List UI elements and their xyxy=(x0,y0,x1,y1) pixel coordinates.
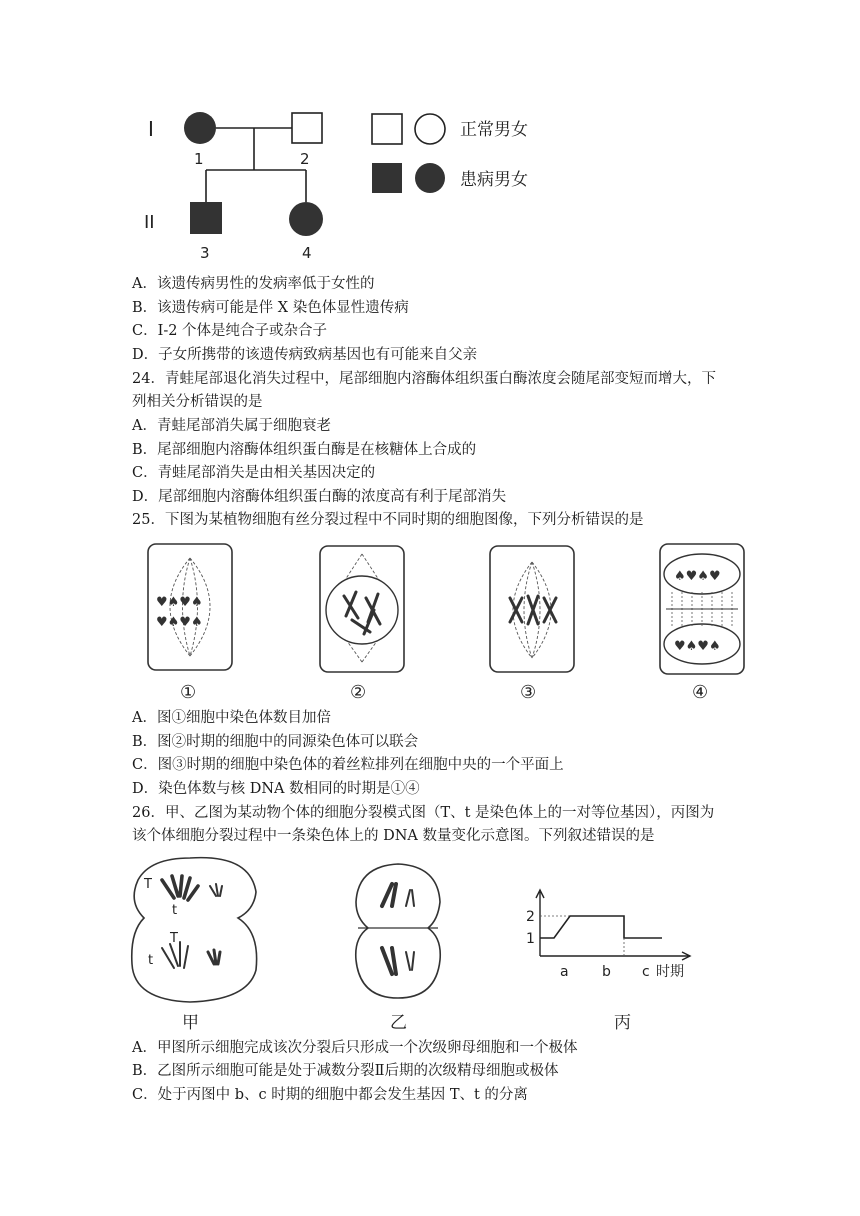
q24-option-c: C．青蛙尾部消失是由相关基因决定的 xyxy=(132,465,376,481)
q26-option-c: C．处于丙图中 b、c 时期的细胞中都会发生基因 T、t 的分离 xyxy=(132,1087,528,1103)
mitosis-figures xyxy=(130,536,760,706)
graph-x-tick-a: a xyxy=(560,964,569,980)
cell-1-label: ① xyxy=(180,682,197,703)
q26-option-b: B．乙图所示细胞可能是处于减数分裂Ⅱ后期的次级精母细胞或极体 xyxy=(132,1063,559,1079)
gene-t-upper: t xyxy=(172,903,178,918)
q26-option-a: A．甲图所示细胞完成该次分裂后只形成一个次级卵母细胞和一个极体 xyxy=(132,1040,578,1056)
svg-text:♠♥♠♥: ♠♥♠♥ xyxy=(674,569,721,584)
cell-1-anaphase xyxy=(148,544,232,670)
gene-T-lower: T xyxy=(170,931,178,946)
q25-option-d: D．染色体数与核 DNA 数相同的时期是①④ xyxy=(132,781,420,797)
individual-4-id: 4 xyxy=(302,244,312,262)
q25-stem: 25．下图为某植物细胞有丝分裂过程中不同时期的细胞图像，下列分析错误的是 xyxy=(132,512,644,528)
graph-x-tick-c: c xyxy=(642,964,650,980)
fig-label-jia: 甲 xyxy=(182,1013,199,1032)
cell-2-prophase xyxy=(320,546,404,672)
q25-option-b: B．图②时期的细胞中的同源染色体可以联会 xyxy=(132,734,419,750)
legend-normal-female xyxy=(415,114,445,144)
q23-option-c: C．I-2 个体是纯合子或杂合子 xyxy=(132,323,328,339)
q24-stem-line-1: 24．青蛙尾部退化消失过程中，尾部细胞内溶酶体组织蛋白酶浓度会随尾部变短而增大，下 xyxy=(132,371,716,387)
individual-1-id: 1 xyxy=(194,150,204,168)
svg-text:♥♠♥♠: ♥♠♥♠ xyxy=(156,595,203,610)
q26-stem-line-1: 26．甲、乙图为某动物个体的细胞分裂模式图（T、t 是染色体上的一对等位基因），丙图为 xyxy=(132,805,715,821)
cell-4-telophase xyxy=(660,544,744,674)
graph-y-tick-1: 1 xyxy=(526,931,535,947)
individual-2-id: 2 xyxy=(300,150,310,168)
q23-option-a: A．该遗传病男性的发病率低于女性的 xyxy=(132,276,375,292)
q24-option-b: B．尾部细胞内溶酶体组织蛋白酶是在核糖体上合成的 xyxy=(132,442,477,458)
cell-yi xyxy=(356,864,441,998)
q23-option-b: B．该遗传病可能是伴 X 染色体显性遗传病 xyxy=(132,300,409,316)
q24-option-a: A．青蛙尾部消失属于细胞衰老 xyxy=(132,418,331,434)
gene-t-lower: t xyxy=(148,953,154,968)
q26-stem-line-2: 该个体细胞分裂过程中一条染色体上的 DNA 数量变化示意图。下列叙述错误的是 xyxy=(132,828,655,844)
individual-2-normal-male xyxy=(292,113,322,143)
cell-2-label: ② xyxy=(350,682,367,703)
q25-option-c: C．图③时期的细胞中染色体的着丝粒排列在细胞中央的一个平面上 xyxy=(132,757,564,773)
legend-normal-male xyxy=(372,114,402,144)
individual-1-affected-female xyxy=(184,112,216,144)
svg-text:♥♠♥♠: ♥♠♥♠ xyxy=(674,639,721,654)
generation-1-label: I xyxy=(148,117,154,141)
graph-x-tick-b: b xyxy=(602,964,611,980)
pedigree-chart xyxy=(130,100,570,268)
individual-4-affected-female xyxy=(289,202,323,236)
individual-3-id: 3 xyxy=(200,244,210,262)
q24-stem-line-2: 列相关分析错误的是 xyxy=(132,394,263,410)
svg-text:♥♠♥♠: ♥♠♥♠ xyxy=(156,615,203,630)
legend-affected-label: 患病男女 xyxy=(460,170,528,190)
gene-T-upper: T xyxy=(144,877,152,892)
legend-normal-label: 正常男女 xyxy=(460,120,528,140)
graph-y-tick-2: 2 xyxy=(526,909,535,925)
cell-4-label: ④ xyxy=(692,682,709,703)
q24-option-d: D．尾部细胞内溶酶体组织蛋白酶的浓度高有利于尾部消失 xyxy=(132,489,507,505)
legend-affected-female xyxy=(415,163,445,193)
series-line-dna xyxy=(540,916,662,938)
graph-x-label: 时期 xyxy=(656,964,684,980)
meiosis-figures xyxy=(130,852,710,1032)
q25-option-a: A．图①细胞中染色体数目加倍 xyxy=(132,710,331,726)
cell-3-metaphase xyxy=(490,546,574,672)
cell-jia xyxy=(132,858,257,1002)
fig-label-yi: 乙 xyxy=(390,1013,407,1032)
cell-3-label: ③ xyxy=(520,682,537,703)
fig-label-bing: 丙 xyxy=(614,1013,631,1032)
dna-graph-bing xyxy=(526,890,690,980)
generation-2-label: II xyxy=(144,212,155,233)
legend-affected-male xyxy=(372,163,402,193)
individual-3-affected-male xyxy=(190,202,222,234)
q23-option-d: D．子女所携带的该遗传病致病基因也有可能来自父亲 xyxy=(132,347,478,363)
